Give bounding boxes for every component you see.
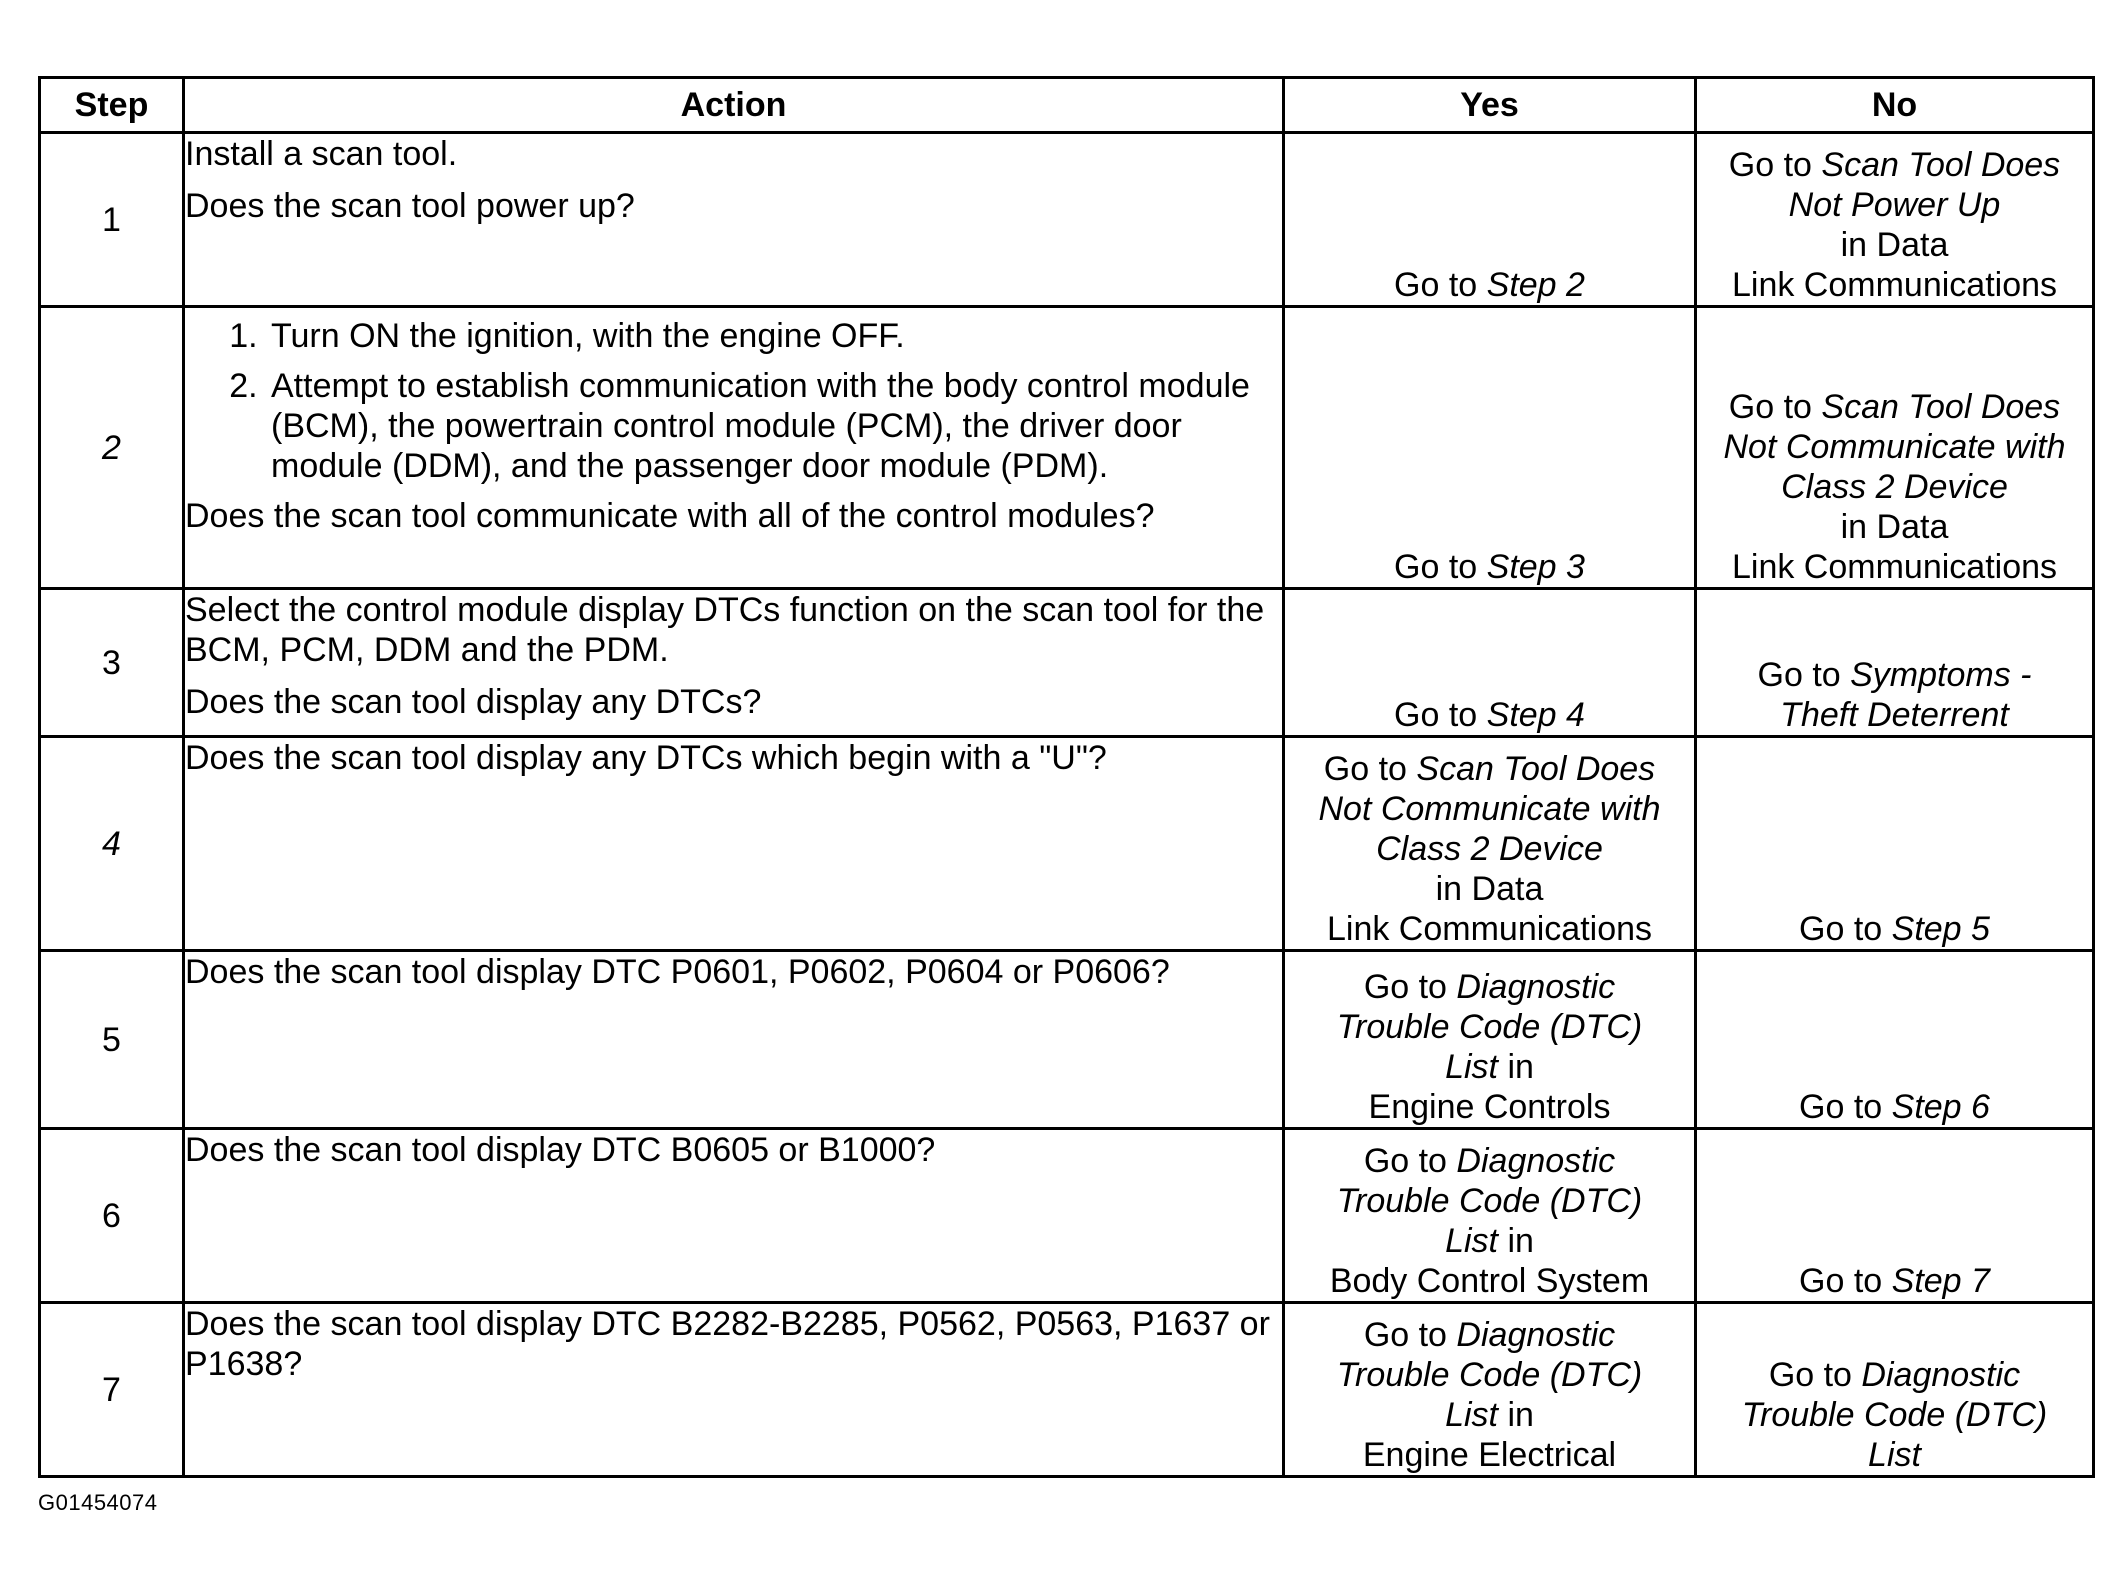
no-link-part2[interactable]: Trouble Code (DTC) [1741, 1396, 2048, 1434]
no-prefix: Go to [1757, 656, 1851, 694]
no-cell [1696, 1303, 2094, 1477]
action-question: Does the scan tool display any DTCs which begin with a "U"? [185, 739, 1107, 777]
action-question: Does the scan tool communicate with all of the control modules? [185, 497, 1155, 535]
no-suffix-1: in Data [1840, 226, 1949, 264]
action-cell [184, 1303, 1284, 1477]
yes-cell [1284, 307, 1696, 589]
no-prefix: Go to [1768, 1356, 1862, 1394]
yes-prefix: Go to [1363, 1142, 1457, 1180]
yes-prefix: Go to [1323, 750, 1417, 788]
step-number: 6 [40, 1129, 184, 1303]
header-step: Step [40, 78, 184, 133]
action-question: Does the scan tool display DTC P0601, P0602, P0604 or P0606? [185, 953, 1170, 991]
yes-in-text: in [1498, 1048, 1534, 1086]
yes-link-part3[interactable]: List [1445, 1396, 1498, 1434]
table-row-step-5 [40, 951, 2094, 1129]
yes-prefix: Go to [1394, 696, 1487, 734]
no-prefix: Go to [1799, 910, 1892, 948]
yes-step-link[interactable]: Step 4 [1486, 696, 1585, 734]
action-cell [184, 133, 1284, 307]
yes-suffix-2: Link Communications [1326, 910, 1653, 948]
yes-link-part2[interactable]: Trouble Code (DTC) [1336, 1008, 1643, 1046]
yes-in-text: in [1498, 1222, 1534, 1260]
step-number: 4 [40, 737, 184, 951]
yes-in-text: in [1498, 1396, 1534, 1434]
action-cell [184, 307, 1284, 589]
action-question: Does the scan tool display DTC B0605 or B1000? [185, 1131, 936, 1169]
yes-step-link[interactable]: Step 2 [1486, 266, 1585, 304]
yes-link-part2[interactable]: Not Communicate with [1318, 790, 1661, 828]
no-link-part1[interactable]: Scan Tool Does [1821, 388, 2061, 426]
no-link-part3[interactable]: Class 2 Device [1781, 468, 2008, 506]
yes-prefix: Go to [1363, 968, 1457, 1006]
yes-cell [1284, 1303, 1696, 1477]
yes-link-part2[interactable]: Trouble Code (DTC) [1336, 1182, 1643, 1220]
yes-link-part2[interactable]: Trouble Code (DTC) [1336, 1356, 1643, 1394]
yes-link-part3[interactable]: List [1445, 1222, 1498, 1260]
action-list-item: 1. Turn ON the ignition, with the engine OFF. [267, 316, 1282, 356]
action-cell [184, 1129, 1284, 1303]
no-link-part2[interactable]: Not Communicate with [1723, 428, 2066, 466]
no-prefix: Go to [1728, 388, 1822, 426]
action-instruction: Install a scan tool. [185, 135, 458, 173]
figure-id-label: G01454074 [38, 1490, 158, 1515]
step-number: 7 [40, 1303, 184, 1477]
header-action: Action [184, 78, 1284, 133]
no-link-part1[interactable]: Diagnostic [1861, 1356, 2021, 1394]
no-link-part1[interactable]: Scan Tool Does [1821, 146, 2061, 184]
no-step-link[interactable]: Step 6 [1891, 1088, 1990, 1126]
yes-link-part1[interactable]: Diagnostic [1456, 968, 1616, 1006]
action-cell [184, 589, 1284, 737]
yes-cell [1284, 737, 1696, 951]
table-row-step-1 [40, 133, 2094, 307]
yes-suffix: Engine Electrical [1362, 1436, 1617, 1474]
yes-suffix: Body Control System [1329, 1262, 1650, 1300]
no-cell [1696, 951, 2094, 1129]
yes-cell [1284, 133, 1696, 307]
no-cell [1696, 737, 2094, 951]
no-link-part3[interactable]: List [1868, 1436, 1921, 1474]
diagnostic-table [38, 76, 2095, 1478]
action-list-item: 2. Attempt to establish communication with the body control module (BCM), the powertrain control module (PCM), the driver door module (DDM), and the passenger door module (PDM). [267, 366, 1282, 486]
step-number: 3 [40, 589, 184, 737]
header-no: No [1696, 78, 2094, 133]
yes-step-link[interactable]: Step 3 [1486, 548, 1585, 586]
step-number: 5 [40, 951, 184, 1129]
yes-link-part1[interactable]: Scan Tool Does [1416, 750, 1656, 788]
no-suffix-1: in Data [1840, 508, 1949, 546]
yes-prefix: Go to [1363, 1316, 1457, 1354]
yes-prefix: Go to [1394, 266, 1487, 304]
table-row-step-4 [40, 737, 2094, 951]
action-question: Does the scan tool display any DTCs? [185, 683, 762, 721]
no-link-part2[interactable]: Not Power Up [1788, 186, 2001, 224]
yes-link-part3[interactable]: Class 2 Device [1376, 830, 1603, 868]
yes-suffix-1: in Data [1435, 870, 1544, 908]
no-link-part2[interactable]: Theft Deterrent [1780, 696, 2009, 734]
no-suffix-2: Link Communications [1731, 266, 2058, 304]
action-question: Does the scan tool power up? [185, 187, 635, 225]
no-cell [1696, 133, 2094, 307]
yes-cell [1284, 1129, 1696, 1303]
no-cell [1696, 307, 2094, 589]
yes-link-part1[interactable]: Diagnostic [1456, 1142, 1616, 1180]
no-prefix: Go to [1799, 1088, 1892, 1126]
no-prefix: Go to [1799, 1262, 1892, 1300]
table-row-step-2 [40, 307, 2094, 589]
yes-link-part3[interactable]: List [1445, 1048, 1498, 1086]
no-link-part1[interactable]: Symptoms - [1850, 656, 2032, 694]
no-step-link[interactable]: Step 5 [1891, 910, 1990, 948]
no-step-link[interactable]: Step 7 [1891, 1262, 1990, 1300]
header-yes: Yes [1284, 78, 1696, 133]
no-suffix-2: Link Communications [1731, 548, 2058, 586]
no-prefix: Go to [1728, 146, 1822, 184]
header-row [40, 78, 2094, 133]
table-row-step-3 [40, 589, 2094, 737]
table-row-step-7 [40, 1303, 2094, 1477]
diagnostic-table-container [38, 76, 2092, 1472]
action-cell [184, 951, 1284, 1129]
yes-cell [1284, 589, 1696, 737]
yes-cell [1284, 951, 1696, 1129]
action-question: Does the scan tool display DTC B2282-B2285, P0562, P0563, P1637 or P1638? [185, 1305, 1270, 1383]
action-cell [184, 737, 1284, 951]
step-number: 1 [40, 133, 184, 307]
step-number: 2 [40, 307, 184, 589]
yes-suffix: Engine Controls [1368, 1088, 1611, 1126]
action-instruction: Select the control module display DTCs function on the scan tool for the BCM, PCM, DDM and the PDM. [185, 591, 1265, 669]
no-cell [1696, 589, 2094, 737]
table-row-step-6 [40, 1129, 2094, 1303]
yes-prefix: Go to [1394, 548, 1487, 586]
no-cell [1696, 1129, 2094, 1303]
action-list [185, 316, 1282, 486]
yes-link-part1[interactable]: Diagnostic [1456, 1316, 1616, 1354]
